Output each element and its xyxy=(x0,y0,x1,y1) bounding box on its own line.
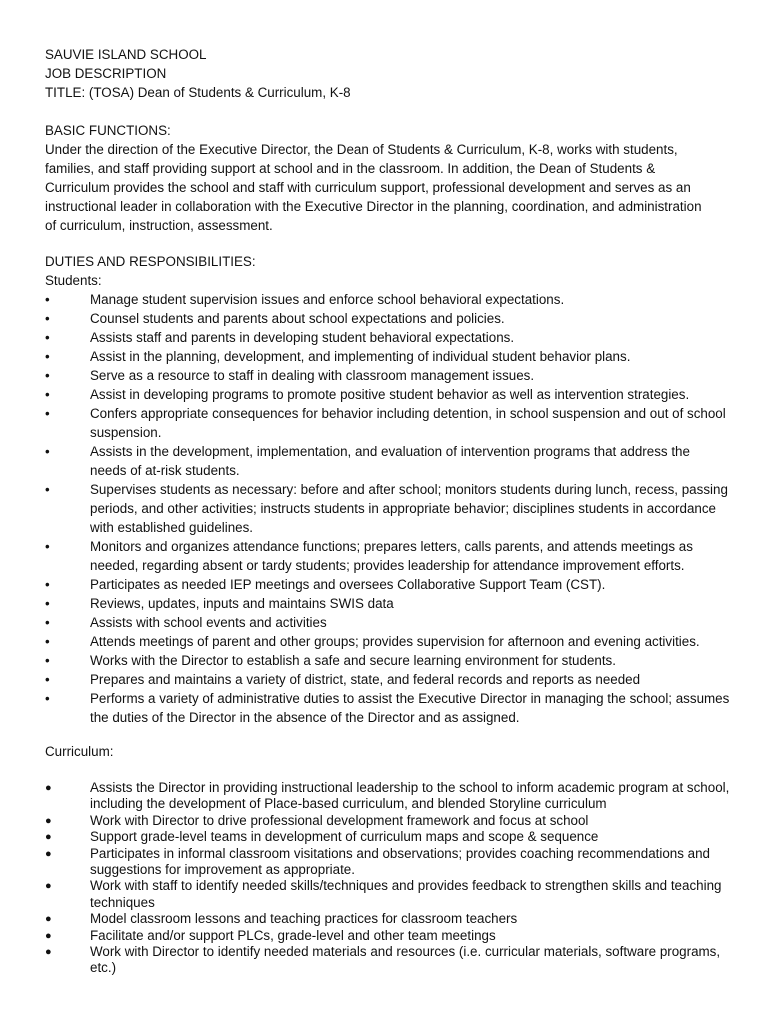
list-item xyxy=(45,366,735,385)
list-item-text: Assists in the development, implementation, and evaluation of intervention programs that address the needs of at-risk students. xyxy=(90,444,690,478)
bullet-icon: • xyxy=(45,539,50,554)
list-item xyxy=(45,878,735,911)
list-item xyxy=(45,442,735,480)
job-title: TITLE: (TOSA) Dean of Students & Curriculum, K-8 xyxy=(45,85,351,100)
list-item-text: Work with Director to identify needed materials and resources (i.e. curricular materials, software programs, etc.) xyxy=(90,944,721,976)
list-item xyxy=(45,813,735,829)
list-item-text: Assist in the planning, development, and implementing of individual student behavior plans. xyxy=(90,349,631,364)
list-item-text: Assists with school events and activities xyxy=(90,615,327,630)
list-item-text: Work with Director to drive professional development framework and focus at school xyxy=(90,812,589,828)
list-item-text: Participates in informal classroom visitations and observations; provides coaching recommendations and suggestions for improvement as appropriate. xyxy=(90,845,710,878)
bullet-icon: • xyxy=(45,482,50,497)
list-item-text: Performs a variety of administrative duties to assist the Executive Director in managing the school; assumes the duties of the Director in the absence of the Director and as assigned. xyxy=(90,691,730,725)
list-item-text: Reviews, updates, inputs and maintains SWIS data xyxy=(90,596,394,611)
list-item xyxy=(45,404,735,442)
list-item-text: Confers appropriate consequences for behavior including detention, in school suspension and out of school suspension. xyxy=(90,406,726,440)
list-item xyxy=(45,290,735,309)
students-duties-list xyxy=(45,290,735,727)
bullet-icon: • xyxy=(45,691,50,706)
curriculum-list xyxy=(45,780,735,977)
list-item-text: Facilitate and/or support PLCs, grade-level and other team meetings xyxy=(90,927,496,943)
bullet-icon: • xyxy=(45,615,50,630)
bullet-icon: • xyxy=(45,653,50,668)
bullet-icon: • xyxy=(45,672,50,687)
basic-functions-section xyxy=(45,121,735,235)
list-item xyxy=(45,328,735,347)
basic-line: Under the direction of the Executive Director, the Dean of Students & Curriculum, K-8, works with students, xyxy=(45,142,678,157)
bullet-icon: • xyxy=(45,349,50,364)
list-item xyxy=(45,480,735,537)
list-item xyxy=(45,347,735,366)
curriculum-heading: Curriculum: xyxy=(45,744,114,759)
bullet-icon: ● xyxy=(45,847,52,860)
bullet-icon: ● xyxy=(45,814,52,827)
bullet-icon: ● xyxy=(45,946,52,959)
bullet-icon: ● xyxy=(45,880,52,893)
students-subheading: Students: xyxy=(45,273,102,288)
list-item-text: Monitors and organizes attendance functions; prepares letters, calls parents, and attends meetings as needed, regarding absent or tardy students; provides leadership for attendance improvement efforts. xyxy=(90,539,693,573)
list-item xyxy=(45,780,735,813)
basic-line: Curriculum provides the school and staff with curriculum support, professional development and serves as an xyxy=(45,180,691,195)
bullet-icon: • xyxy=(45,634,50,649)
list-item-text: Counsel students and parents about school expectations and policies. xyxy=(90,311,505,326)
bullet-icon: • xyxy=(45,444,50,459)
list-item-text: Participates as needed IEP meetings and oversees Collaborative Support Team (CST). xyxy=(90,577,606,592)
list-item xyxy=(45,944,735,977)
list-item xyxy=(45,651,735,670)
basic-functions-heading: BASIC FUNCTIONS: xyxy=(45,123,171,138)
bullet-icon: ● xyxy=(45,831,52,844)
list-item xyxy=(45,829,735,845)
header xyxy=(45,45,735,102)
school-name: SAUVIE ISLAND SCHOOL xyxy=(45,47,207,62)
list-item xyxy=(45,537,735,575)
list-item-text: Assists the Director in providing instructional leadership to the school to inform academic program at school, including the development of Place-based curriculum, and blended Storyline curriculum xyxy=(90,780,730,812)
basic-line: instructional leader in collaboration with the Executive Director in the planning, coordination, and administration xyxy=(45,199,702,214)
bullet-icon: ● xyxy=(45,929,52,942)
list-item xyxy=(45,594,735,613)
list-item-text: Model classroom lessons and teaching practices for classroom teachers xyxy=(90,911,518,927)
bullet-icon: • xyxy=(45,406,50,421)
list-item-text: Manage student supervision issues and enforce school behavioral expectations. xyxy=(90,292,565,307)
list-item-text: Assist in developing programs to promote positive student behavior as well as intervention strategies. xyxy=(90,387,690,402)
bullet-icon: ● xyxy=(45,913,52,926)
list-item-text: Assists staff and parents in developing student behavioral expectations. xyxy=(90,330,515,345)
curriculum-section xyxy=(45,742,735,977)
basic-line: of curriculum, instruction, assessment. xyxy=(45,218,273,233)
list-item xyxy=(45,632,735,651)
bullet-icon: • xyxy=(45,577,50,592)
bullet-icon: • xyxy=(45,387,50,402)
list-item xyxy=(45,911,735,927)
list-item-text: Support grade-level teams in development of curriculum maps and scope & sequence xyxy=(90,829,599,845)
list-item-text: Work with staff to identify needed skills/techniques and provides feedback to strengthen skills and teaching techniques xyxy=(90,878,722,910)
duties-section xyxy=(45,252,735,727)
list-item-text: Works with the Director to establish a safe and secure learning environment for students. xyxy=(90,653,616,668)
list-item xyxy=(45,670,735,689)
document-type: JOB DESCRIPTION xyxy=(45,66,167,81)
list-item xyxy=(45,385,735,404)
bullet-icon: ● xyxy=(45,782,52,794)
bullet-icon: • xyxy=(45,596,50,611)
list-item-text: Serve as a resource to staff in dealing with classroom management issues. xyxy=(90,368,535,383)
list-item-text: Prepares and maintains a variety of district, state, and federal records and reports as needed xyxy=(90,672,641,687)
list-item-text: Attends meetings of parent and other groups; provides supervision for afternoon and evening activities. xyxy=(90,634,700,649)
list-item-text: Supervises students as necessary: before and after school; monitors students during lunch, recess, passing periods, and other activities; instructs students in appropriate behavior; disciplines students in accordance with established guidelines. xyxy=(90,482,728,535)
list-item xyxy=(45,928,735,944)
bullet-icon: • xyxy=(45,330,50,345)
bullet-icon: • xyxy=(45,292,50,307)
list-item xyxy=(45,846,735,879)
list-item xyxy=(45,575,735,594)
list-item xyxy=(45,309,735,328)
list-item xyxy=(45,613,735,632)
bullet-icon: • xyxy=(45,368,50,383)
bullet-icon: • xyxy=(45,311,50,326)
duties-heading: DUTIES AND RESPONSIBILITIES: xyxy=(45,254,256,269)
basic-line: families, and staff providing support at school and in the classroom. In addition, the Dean of Students & xyxy=(45,161,656,176)
list-item xyxy=(45,689,735,727)
